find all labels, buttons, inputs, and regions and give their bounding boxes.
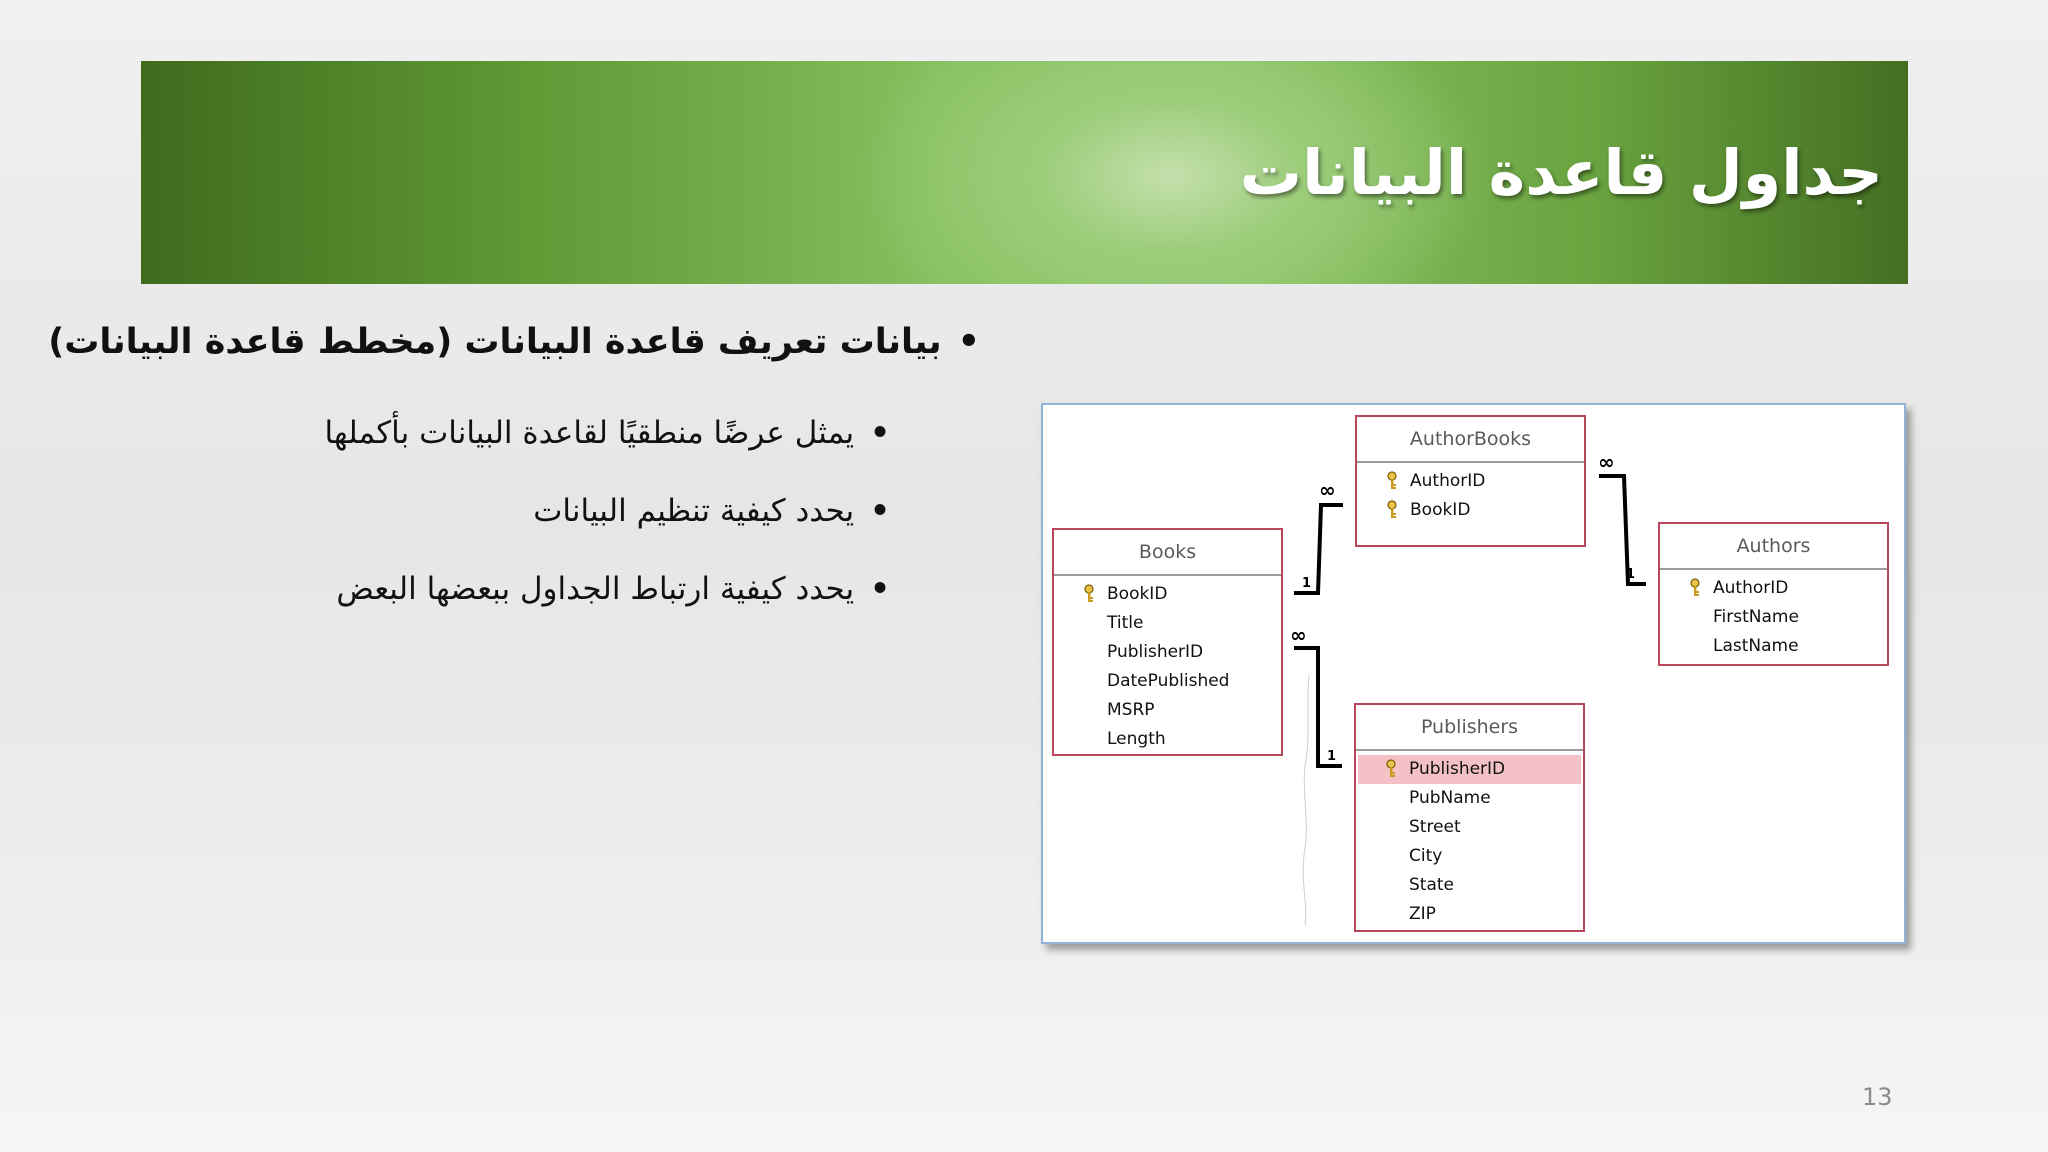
field-name: FirstName: [1713, 607, 1799, 627]
primary-key-icon: [1082, 584, 1096, 604]
bullet-dot-icon: •: [870, 415, 890, 451]
field-name: PublisherID: [1107, 642, 1204, 662]
table-field[interactable]: [1358, 784, 1581, 813]
cardinality-many-label: ∞: [1598, 450, 1615, 474]
field-name: State: [1409, 875, 1454, 895]
field-name: Street: [1409, 817, 1461, 837]
title-banner: [141, 61, 1908, 284]
table-header: Books: [1054, 530, 1281, 576]
cardinality-one-label: 1: [1327, 749, 1337, 764]
table-books[interactable]: [1052, 528, 1283, 756]
table-field[interactable]: [1359, 496, 1582, 525]
table-field[interactable]: [1662, 574, 1885, 603]
field-name: DatePublished: [1107, 671, 1230, 691]
field-name: LastName: [1713, 636, 1799, 656]
field-name: PublisherID: [1409, 759, 1506, 779]
table-field[interactable]: [1056, 725, 1279, 754]
sub-bullet: [533, 493, 890, 529]
primary-key-icon: [1385, 500, 1399, 520]
main-bullet: [48, 322, 980, 362]
relationship-line-authorbooks-authors: [1599, 476, 1646, 584]
field-name: AuthorID: [1713, 578, 1789, 598]
field-name: AuthorID: [1410, 471, 1486, 491]
table-field[interactable]: [1056, 609, 1279, 638]
main-bullet-text: بيانات تعريف قاعدة البيانات (مخطط قاعدة البيانات): [48, 322, 942, 362]
table-header: AuthorBooks: [1357, 417, 1584, 463]
table-header: Publishers: [1356, 705, 1583, 751]
sub-bullet: [336, 571, 890, 607]
field-name: BookID: [1107, 584, 1168, 604]
table-authorbooks[interactable]: [1355, 415, 1586, 547]
field-name: Length: [1107, 729, 1166, 749]
bullet-dot-icon: •: [870, 571, 890, 607]
database-schema-diagram: [1041, 403, 1906, 944]
bullet-dot-icon: •: [957, 322, 980, 362]
hand-drawn-scribble: [1303, 675, 1309, 925]
bullet-dot-icon: •: [870, 493, 890, 529]
field-name: PubName: [1409, 788, 1491, 808]
field-name: City: [1409, 846, 1443, 866]
field-name: BookID: [1410, 500, 1471, 520]
table-field[interactable]: [1056, 638, 1279, 667]
sub-bullet: [324, 415, 890, 451]
table-field[interactable]: [1056, 580, 1279, 609]
table-field[interactable]: [1358, 813, 1581, 842]
page-number: 13: [1862, 1083, 1893, 1111]
cardinality-many-label: ∞: [1290, 623, 1307, 647]
table-field[interactable]: [1358, 871, 1581, 900]
slide-title: جداول قاعدة البيانات: [1239, 136, 1883, 209]
table-field-selected[interactable]: [1358, 755, 1581, 784]
field-name: ZIP: [1409, 904, 1436, 924]
table-field[interactable]: [1358, 900, 1581, 929]
table-field[interactable]: [1359, 467, 1582, 496]
primary-key-icon: [1384, 759, 1398, 779]
sub-bullet-text: يحدد كيفية تنظيم البيانات: [533, 493, 855, 529]
primary-key-icon: [1688, 578, 1702, 598]
field-name: Title: [1107, 613, 1144, 633]
table-field[interactable]: [1056, 696, 1279, 725]
sub-bullet-text: يحدد كيفية ارتباط الجداول ببعضها البعض: [336, 571, 855, 607]
table-field[interactable]: [1358, 842, 1581, 871]
table-field[interactable]: [1662, 603, 1885, 632]
table-field[interactable]: [1662, 632, 1885, 661]
table-header: Authors: [1660, 524, 1887, 570]
cardinality-one-label: 1: [1626, 567, 1636, 582]
primary-key-icon: [1385, 471, 1399, 491]
table-publishers[interactable]: [1354, 703, 1585, 932]
sub-bullet-text: يمثل عرضًا منطقيًا لقاعدة البيانات بأكملها: [324, 415, 855, 451]
cardinality-one-label: 1: [1302, 576, 1312, 591]
table-field[interactable]: [1056, 667, 1279, 696]
table-authors[interactable]: [1658, 522, 1889, 666]
cardinality-many-label: ∞: [1319, 478, 1336, 502]
field-name: MSRP: [1107, 700, 1155, 720]
